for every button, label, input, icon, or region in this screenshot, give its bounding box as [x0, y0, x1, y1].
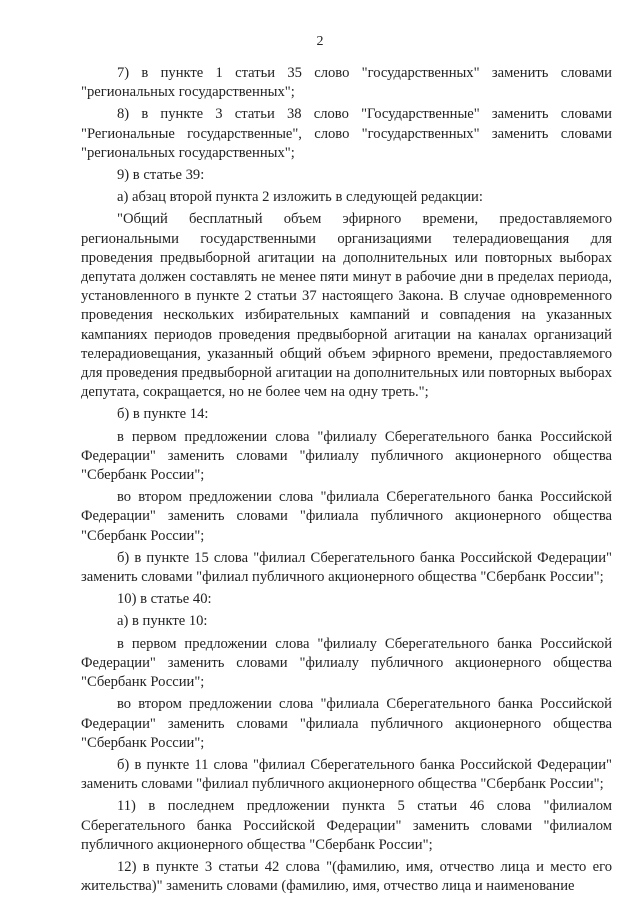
paragraph-10: 10) в статье 40: [117, 591, 212, 608]
quoted-paragraph: "Общий бесплатный объем эфирного времени, предоставляемого региональными государственными организациями телерадиовещания для проведения предвыборной агитации на дополнительных или повторных выборах депутата должен составлять не менее пяти минут в рабочие дни в пределах периода, установленного в пункте 2 статьи 37 настоящего Закона. В случае одновременного проведения нескольких избирательных кампаний и совпадения на указанных кампаниях периодов проведения предвыборной агитации на каналах организаций телерадиовещания, указанный общий объем эфирного времени, предоставляемого для проведения предвыборной агитации на дополнительных или повторных выборах депутата, сокращается, но не более чем на одну треть."; [81, 211, 612, 401]
paragraph-10b: б) в пункте 11 слова "филиал Сберегательного банка Российской Федерации" заменить словами "филиал публичного акционерного общества "Сбербанк России"; [81, 756, 612, 793]
paragraph-9b-first-sentence: в первом предложении слова "филиалу Сберегательного банка Российской Федерации" заменить словами "филиалу публичного акционерного общества "Сбербанк России"; [81, 428, 612, 484]
paragraph-9b-point-15: б) в пункте 15 слова "филиал Сберегательного банка Российской Федерации" заменить словами "филиал публичного акционерного общества "Сбербанк России"; [81, 549, 612, 586]
paragraph-10a: а) в пункте 10: [117, 613, 208, 630]
page-number: 2 [316, 34, 324, 49]
paragraph-9b-second-sentence: во втором предложении слова "филиала Сберегательного банка Российской Федерации" заменить словами "филиала публичного акционерного общества "Сбербанк России"; [81, 489, 612, 544]
paragraph-9: 9) в статье 39: [117, 167, 205, 184]
paragraph-10a-second-sentence: во втором предложении слова "филиала Сберегательного банка Российской Федерации" заменить словами "филиала публичного акционерного общества "Сбербанк России"; [81, 696, 612, 751]
document-body [81, 64, 612, 899]
paragraph-9b: б) в пункте 14: [117, 406, 209, 423]
paragraph-12: 12) в пункте 3 статьи 42 слова "(фамилию, имя, отчество лица и место его жительства)" заменить словами (фамилию, имя, отчество лица и наименование [81, 858, 612, 895]
paragraph-9a: а) абзац второй пункта 2 изложить в следующей редакции: [117, 189, 483, 206]
paragraph-7: 7) в пункте 1 статьи 35 слово "государственных" заменить словами "региональных государственных"; [81, 65, 612, 101]
paragraph-10a-first-sentence: в первом предложении слова "филиалу Сберегательного банка Российской Федерации" заменить словами "филиалу публичного акционерного общества "Сбербанк России"; [81, 635, 612, 691]
paragraph-8: 8) в пункте 3 статьи 38 слово "Государственные" заменить словами "Региональные государственные", слово "государственных" заменить словами "региональных государственных"; [81, 106, 612, 161]
paragraph-11: 11) в последнем предложении пункта 5 статьи 46 слова "филиалом Сберегательного банка Российской Федерации" заменить словами "филиалом публичного акционерного общества "Сбербанк России"; [81, 798, 612, 853]
